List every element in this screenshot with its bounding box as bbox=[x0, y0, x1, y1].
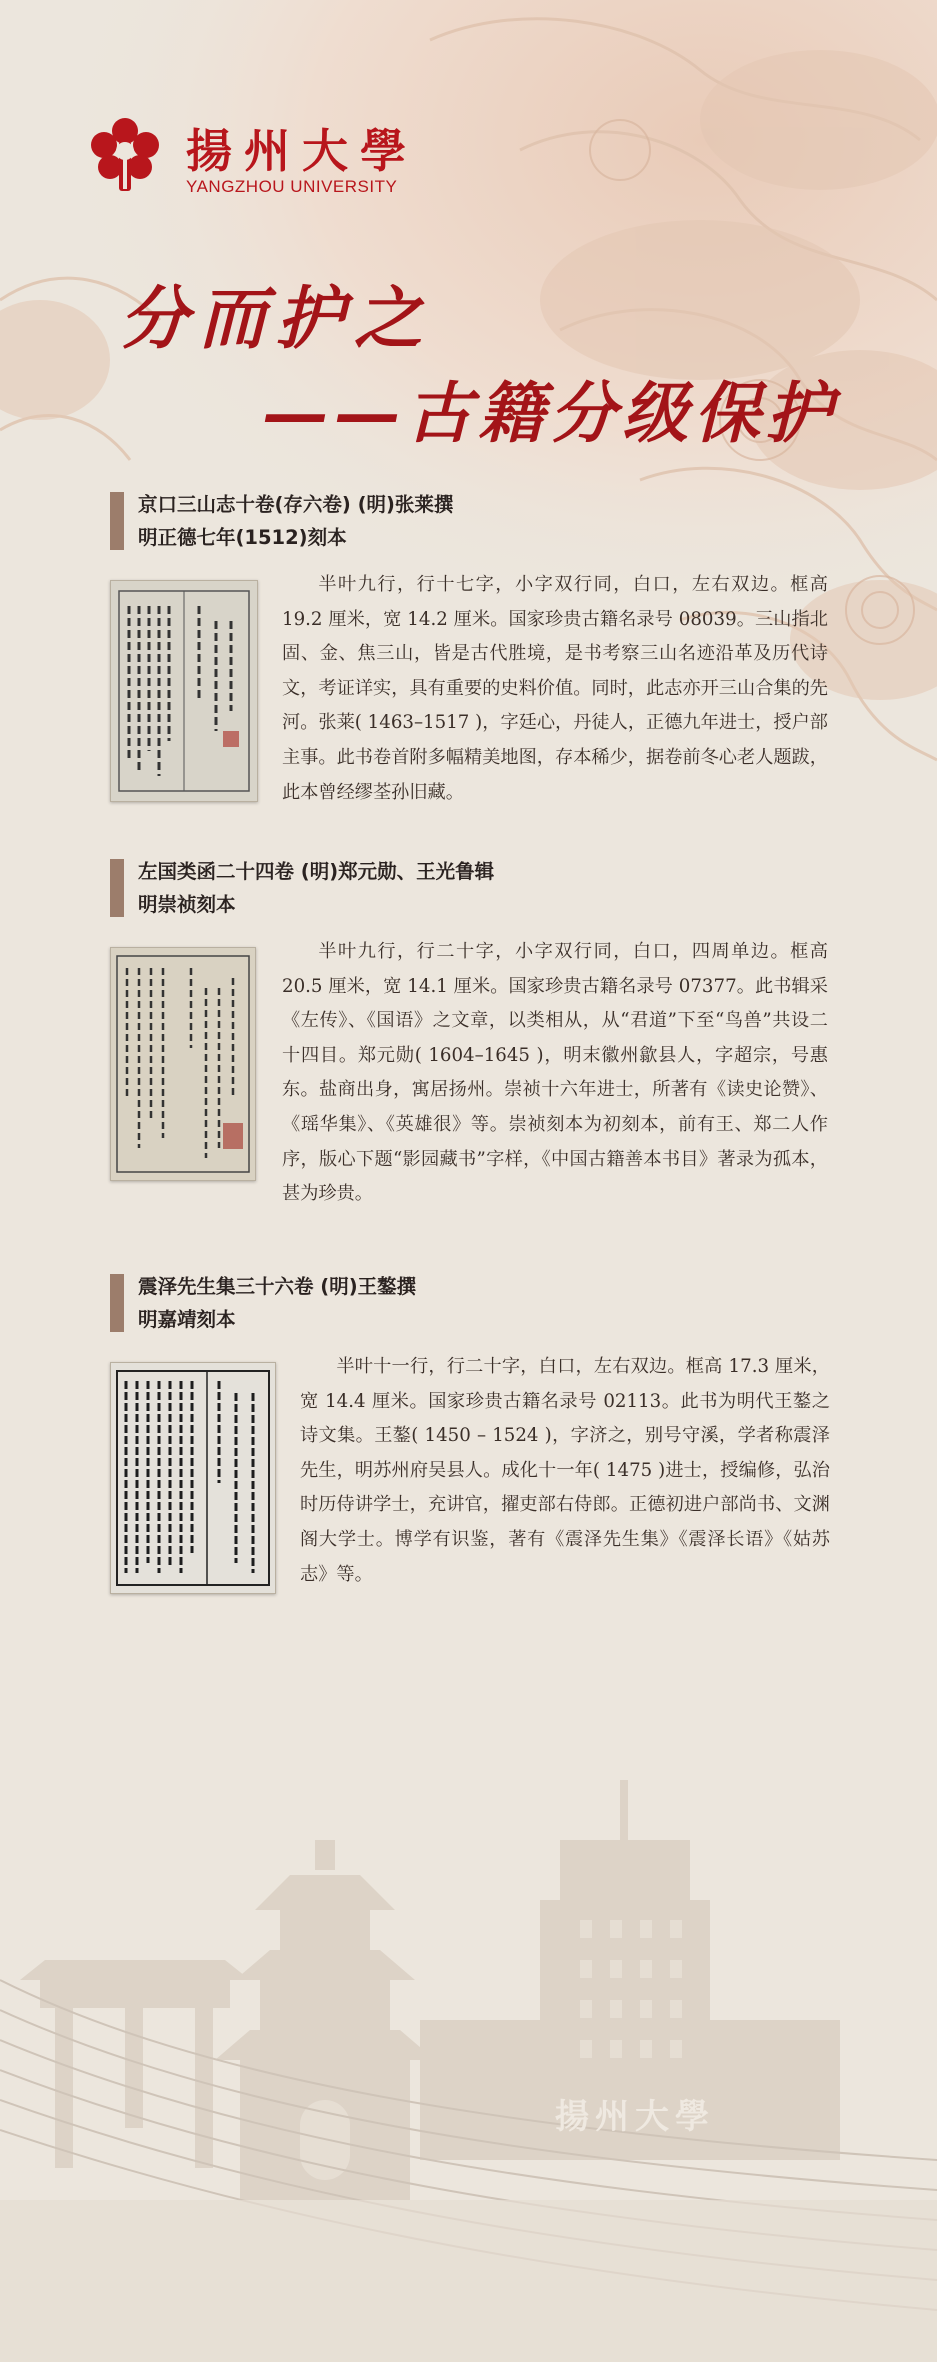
entry-description: 半叶九行，行二十字，小字双行同，白口，四周单边。框高 20.5 厘米，宽 14.1 厘米。国家珍贵古籍名录号 07377。此书辑采《左传》、《国语》之文章，以类相从，从“君道”下至“鸟兽”共设二十四目。郑元勋( 1604–1645 )，明末徽州歙县人，字超宗，号惠东。盐商出身，寓居扬州。崇祯十六年进士，所著有《读史论赞》、《瑶华集》、《英雄很》等。崇祯刻本为初刻本，前有王、郑二人作序，版心下题“影园藏书”字样，《中国古籍善本书目》著录为孤本，甚为珍贵。 bbox=[282, 941, 828, 1205]
entry-description: 半叶十一行，行二十字，白口，左右双边。框高 17.3 厘米，宽 14.4 厘米。国家珍贵古籍名录号 02113。此书为明代王鏊之诗文集。王鏊( 1450 – 1524 )，字济之，别号守溪，学者称震泽先生，明苏州府吴县人。成化十一年( 1475 )进士，授编修，弘治时历侍讲学士，充讲官，擢吏部右侍郎。正德初进户部尚书、文渊阁大学士。博学有识鉴，著有《震泽先生集》《震泽长语》《姑苏志》等。 bbox=[300, 1356, 830, 1585]
logo-chinese-name: 揚州大學 bbox=[186, 124, 418, 178]
book-entry bbox=[110, 1270, 830, 1622]
book-entry bbox=[110, 488, 830, 820]
logo-english-name: YANGZHOU UNIVERSITY bbox=[186, 177, 398, 196]
architecture-background bbox=[0, 1780, 937, 2362]
entry-heading bbox=[110, 1270, 830, 1336]
entry-title: 左国类函二十四卷 (明)郑元勋、王光鲁辑 bbox=[138, 860, 495, 883]
entry-heading bbox=[110, 488, 830, 554]
book-entry bbox=[110, 855, 830, 1247]
book-image bbox=[110, 1362, 276, 1594]
page-title: 分而护之 bbox=[120, 279, 433, 359]
entry-heading bbox=[110, 855, 830, 921]
entry-edition: 明崇祯刻本 bbox=[138, 893, 236, 916]
entry-edition: 明正德七年(1512)刻本 bbox=[138, 526, 347, 549]
book-image bbox=[110, 947, 256, 1181]
university-logo bbox=[82, 103, 422, 203]
university-emblem-icon bbox=[82, 111, 168, 197]
page-subtitle: ——古籍分级保护 bbox=[262, 374, 838, 452]
book-image bbox=[110, 580, 258, 802]
footer-watermark: 揚州大學 bbox=[555, 2097, 715, 2137]
heading-bar bbox=[110, 859, 124, 917]
entry-title: 震泽先生集三十六卷 (明)王鏊撰 bbox=[138, 1275, 417, 1298]
heading-bar bbox=[110, 1274, 124, 1332]
entry-description: 半叶九行，行十七字，小字双行同，白口，左右双边。框高 19.2 厘米，宽 14.2 厘米。国家珍贵古籍名录号 08039。三山指北固、金、焦三山，皆是古代胜境，是书考察三山名迹沿革及历代诗文，考证详实，具有重要的史料价值。同时，此志亦开三山合集的先河。张莱( 1463–1517 )，字廷心，丹徒人，正德九年进士，授户部主事。此书卷首附多幅精美地图，存本稀少，据卷前冬心老人题跋，此本曾经缪荃孙旧藏。 bbox=[282, 574, 828, 803]
entry-edition: 明嘉靖刻本 bbox=[138, 1308, 236, 1331]
heading-bar bbox=[110, 492, 124, 550]
entry-title: 京口三山志十卷(存六卷) (明)张莱撰 bbox=[138, 493, 454, 516]
